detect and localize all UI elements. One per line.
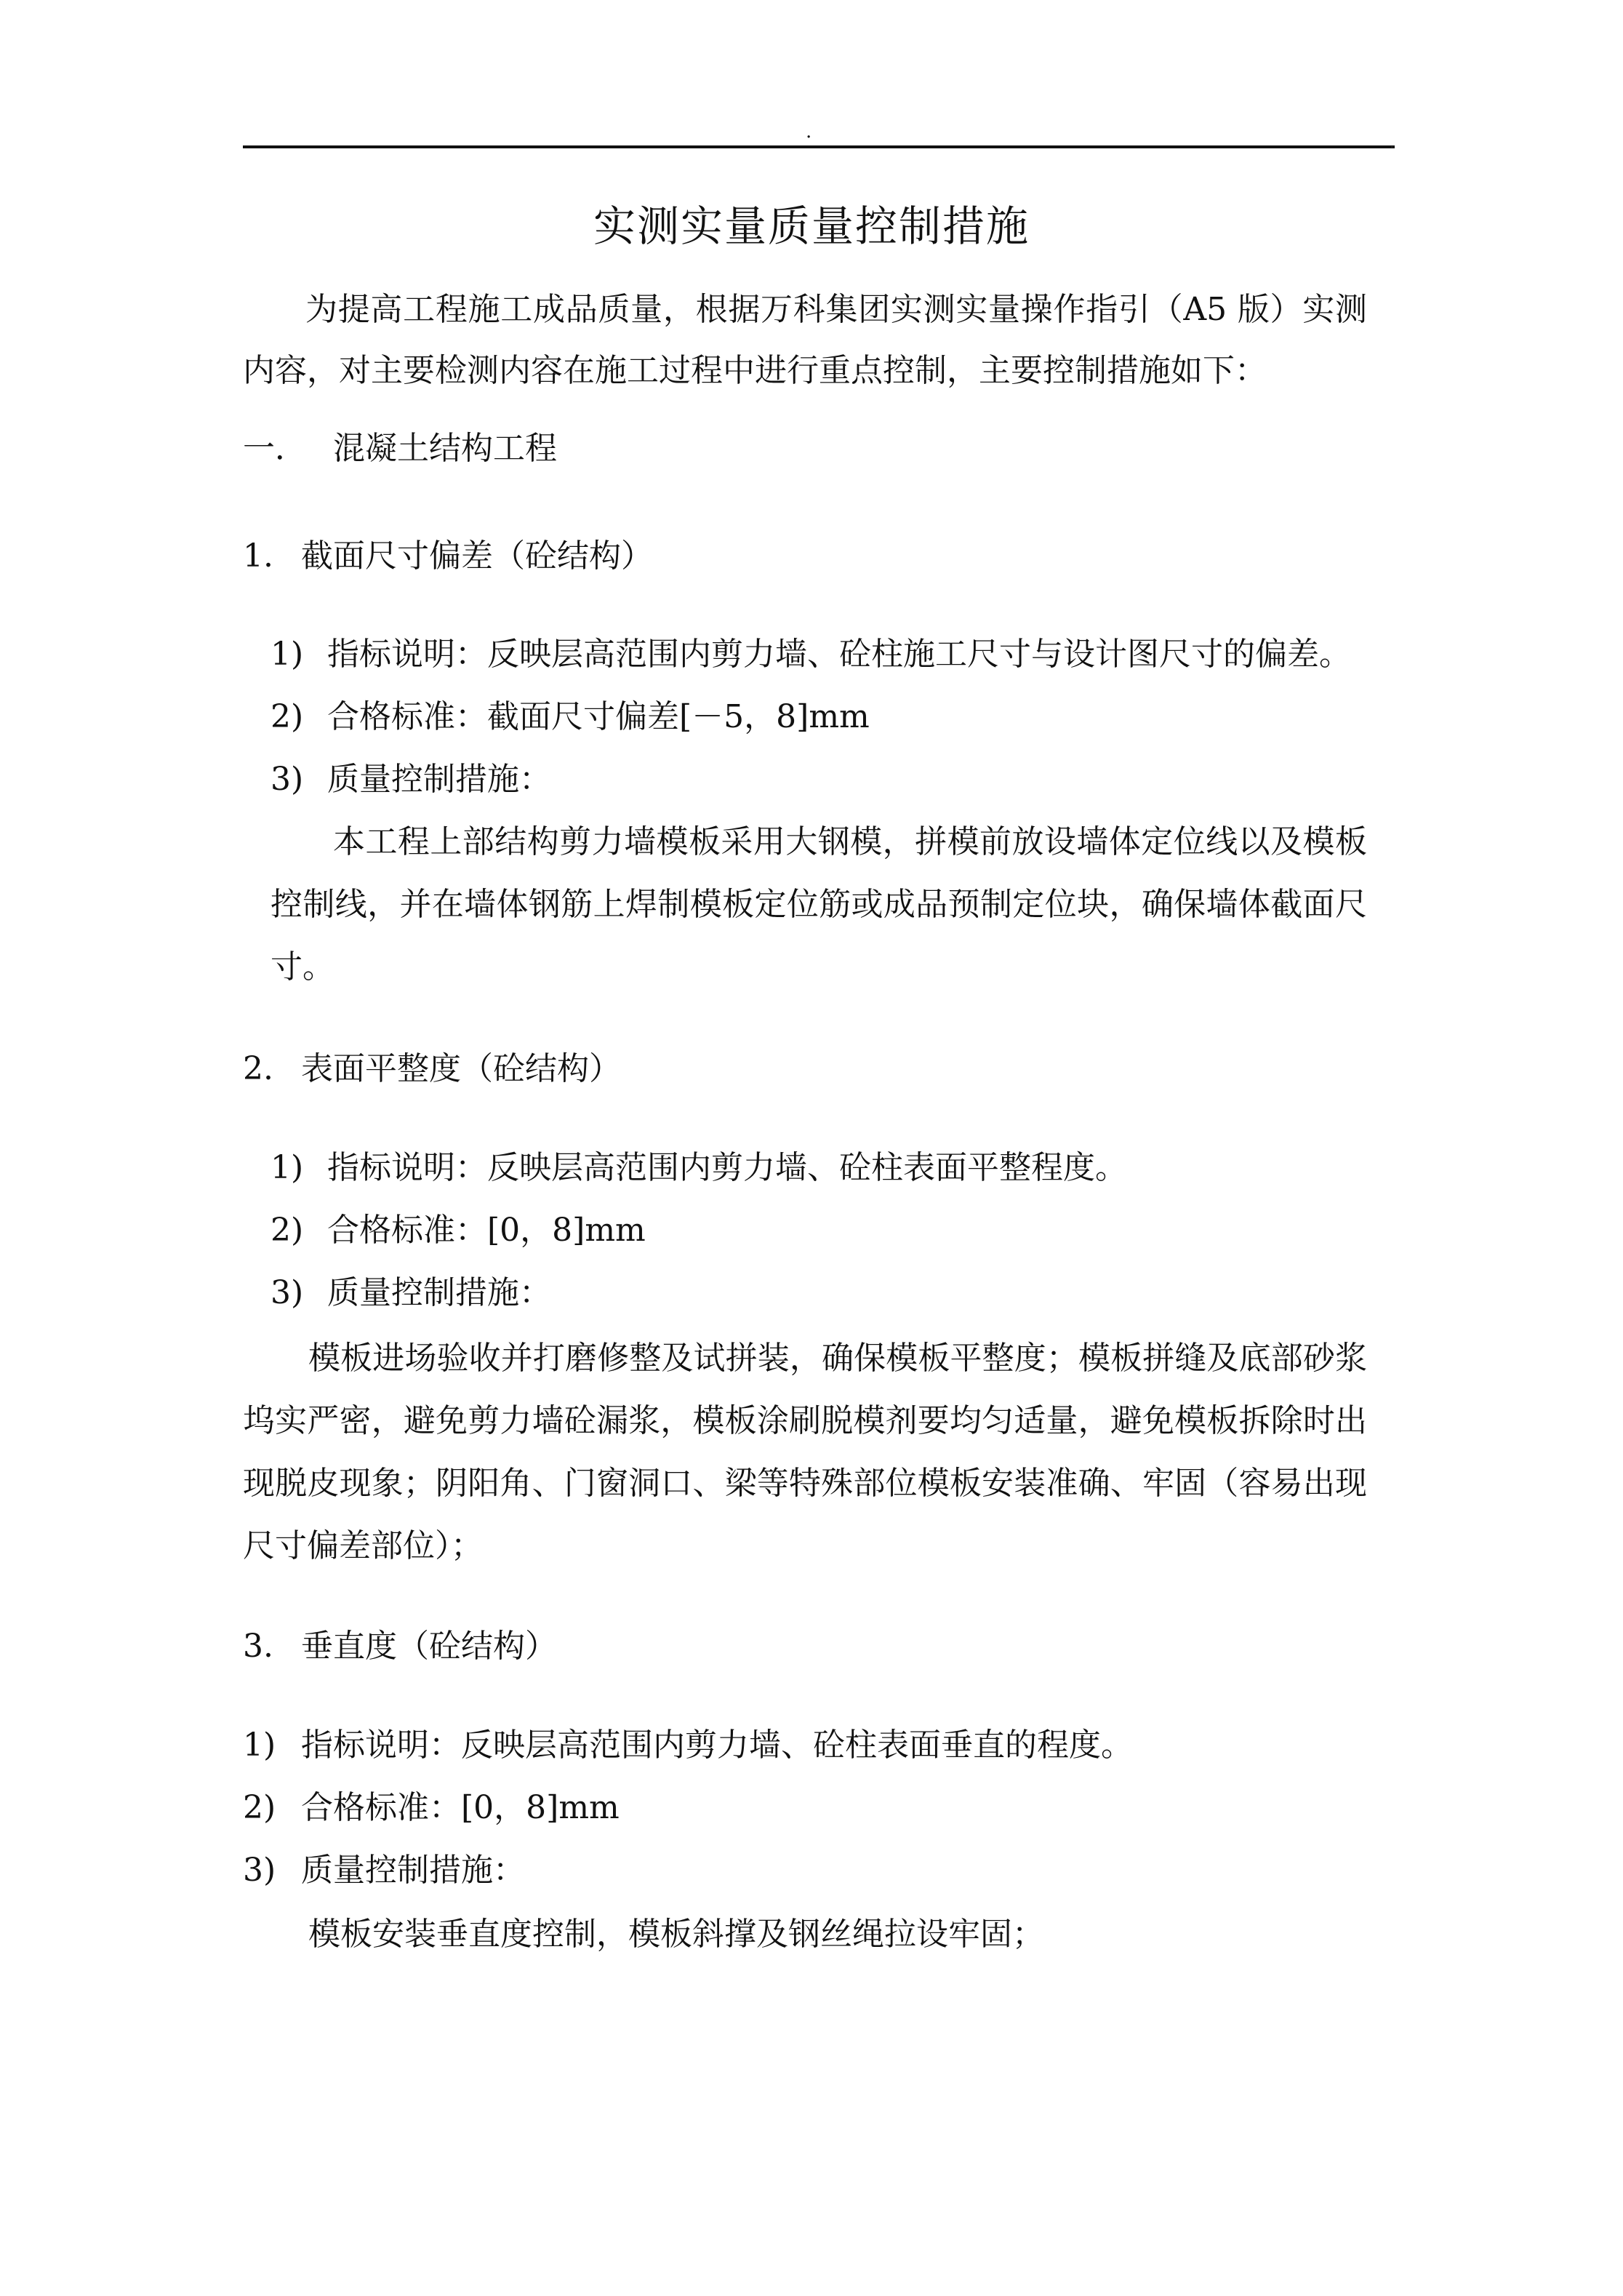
section-title: 混凝土结构工程 bbox=[333, 430, 557, 467]
item-1-point-2: 2) 合格标准：截面尺寸偏差[－5，8]mm bbox=[270, 698, 870, 735]
item-2-point-2: 2) 合格标准：[0，8]mm bbox=[270, 1212, 646, 1249]
item-1-measure-line-3: 寸。 bbox=[270, 948, 334, 985]
header-rule bbox=[243, 145, 1395, 148]
item-3-title: 垂直度（砼结构） bbox=[301, 1628, 557, 1665]
intro-line-1: 为提高工程施工成品质量，根据万科集团实测实量操作指引（A5 版）实测 bbox=[305, 291, 1367, 328]
item-3-point-2: 2) 合格标准：[0，8]mm bbox=[243, 1789, 620, 1826]
item-2-measure-line-1: 模板进场验收并打磨修整及试拼装，确保模板平整度；模板拼缝及底部砂浆 bbox=[308, 1340, 1367, 1377]
header-mark: . bbox=[1390, 139, 1394, 151]
item-1-measure-line-2: 控制线，并在墙体钢筋上焊制模板定位筋或成品预制定位块，确保墙体截面尺 bbox=[270, 886, 1367, 923]
section-number: 一． bbox=[243, 430, 307, 467]
item-1-measure-line-1: 本工程上部结构剪力墙模板采用大钢模，拼模前放设墙体定位线以及模板 bbox=[333, 823, 1367, 860]
header-dot: . bbox=[806, 121, 812, 143]
item-2-point-3: 3) 质量控制措施： bbox=[270, 1274, 551, 1311]
item-2-heading bbox=[243, 1049, 621, 1089]
section-heading bbox=[243, 428, 557, 469]
item-2-title: 表面平整度（砼结构） bbox=[301, 1050, 621, 1087]
item-3-measure-line-1: 模板安装垂直度控制，模板斜撑及钢丝绳拉设牢固； bbox=[308, 1916, 1044, 1953]
item-1-point-1: 1) 指标说明：反映层高范围内剪力墙、砼柱施工尺寸与设计图尺寸的偏差。 bbox=[270, 636, 1351, 673]
item-3-number: 3. bbox=[243, 1628, 273, 1665]
item-2-number: 2. bbox=[243, 1050, 273, 1087]
item-1-number: 1. bbox=[243, 537, 273, 575]
item-2-measure-line-2: 坞实严密，避免剪力墙砼漏浆，模板涂刷脱模剂要均匀适量，避免模板拆除时出 bbox=[243, 1402, 1367, 1439]
document-title: 实测实量质量控制措施 bbox=[593, 201, 1030, 251]
item-3-point-3: 3) 质量控制措施： bbox=[243, 1852, 525, 1889]
item-2-measure-line-3: 现脱皮现象；阴阳角、门窗洞口、梁等特殊部位模板安装准确、牢固（容易出现 bbox=[243, 1465, 1367, 1502]
intro-line-2: 内容，对主要检测内容在施工过程中进行重点控制，主要控制措施如下： bbox=[243, 352, 1267, 389]
item-1-heading bbox=[243, 536, 653, 577]
item-3-heading bbox=[243, 1626, 557, 1667]
item-3-point-1: 1) 指标说明：反映层高范围内剪力墙、砼柱表面垂直的程度。 bbox=[243, 1727, 1133, 1764]
item-2-point-1: 1) 指标说明：反映层高范围内剪力墙、砼柱表面平整程度。 bbox=[270, 1149, 1127, 1186]
item-1-title: 截面尺寸偏差（砼结构） bbox=[301, 537, 653, 575]
item-1-point-3: 3) 质量控制措施： bbox=[270, 761, 551, 798]
item-2-measure-line-4: 尺寸偏差部位）； bbox=[243, 1527, 483, 1564]
